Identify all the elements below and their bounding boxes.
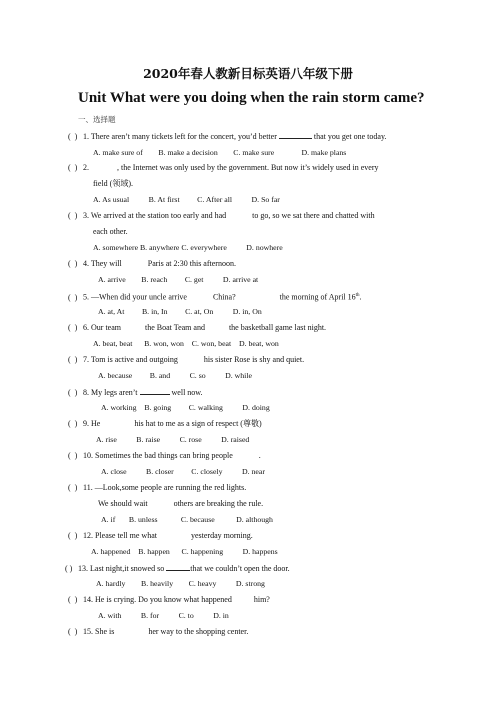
- question-13: ( ) 13. Last night,it snowed so that we couldn’t open the door.: [65, 564, 290, 573]
- question-4-options: A. arrive B. reach C. get D. arrive at: [98, 275, 259, 284]
- question-2-continued: field (领域).: [93, 179, 133, 188]
- question-text: Sometimes the bad things can bring people: [95, 451, 235, 460]
- question-number: 1: [83, 132, 87, 141]
- question-5-options: A. at, At B. in, In C. at, On D. in, On: [98, 307, 262, 316]
- question-text-after: yesterday morning.: [188, 531, 253, 540]
- question-number: 6: [83, 323, 87, 332]
- question-text: My legs aren’t: [91, 388, 140, 397]
- question-text-mid: China?: [210, 292, 238, 302]
- question-8-options: A. working B. going C. walking D. doing: [101, 403, 270, 412]
- question-text-after: his sister Rose is shy and quiet.: [201, 355, 305, 364]
- question-number: 11: [83, 483, 91, 492]
- question-9-options: A. rise B. raise C. rose D. raised: [96, 435, 250, 444]
- section-label: 一、选择题: [78, 115, 116, 124]
- question-4: ( ) 4. They will Paris at 2:30 this afternoon.: [68, 259, 236, 268]
- question-text: Please tell me what: [95, 531, 159, 540]
- question-14-options: A. with B. for C. to D. in: [98, 611, 229, 620]
- question-text: She is: [95, 627, 117, 636]
- question-11: ( ) 11. —Look,some people are running the red lights.: [68, 483, 247, 492]
- question-number: 14: [83, 595, 91, 604]
- question-text: Our team: [91, 323, 123, 332]
- question-text-after: her way to the shopping center.: [146, 627, 249, 636]
- question-5: ( ) 5. —When did your uncle arrive China? the morning of April 16th.: [68, 292, 362, 302]
- question-14: ( ) 14. He is crying. Do you know what happened him?: [68, 595, 270, 604]
- question-2: ( ) 2. , the Internet was only used by the government. But now it’s widely used in every: [68, 163, 379, 172]
- question-text-after: well now.: [169, 388, 203, 397]
- question-6: ( ) 6. Our team the Boat Team and the basketball game last night.: [68, 323, 327, 332]
- question-7-options: A. because B. and C. so D. while: [98, 371, 252, 380]
- question-number: 7: [83, 355, 87, 364]
- question-text: He: [91, 419, 103, 428]
- question-10: ( ) 10. Sometimes the bad things can bring people .: [68, 451, 261, 460]
- question-text: We should wait: [98, 499, 150, 508]
- question-text-after: others are breaking the rule.: [171, 499, 264, 508]
- question-15: ( ) 15. She is her way to the shopping center.: [68, 627, 249, 636]
- question-text-after: to go, so we sat there and chatted with: [250, 211, 375, 220]
- question-text-after: that we couldn’t open the door.: [190, 564, 290, 573]
- question-number: 2: [83, 163, 87, 172]
- question-text-after: the basketball game last night.: [226, 323, 327, 332]
- question-text-after: .: [258, 451, 261, 460]
- question-text: —When did your uncle arrive: [91, 292, 189, 302]
- question-text: —Look,some people are running the red lights.: [94, 483, 247, 492]
- question-number: 15: [83, 627, 91, 636]
- question-text: Tom is active and outgoing: [90, 355, 180, 364]
- question-text-after: Paris at 2:30 this afternoon.: [145, 259, 236, 268]
- question-text: They will: [90, 259, 124, 268]
- answer-blank: [166, 563, 190, 571]
- question-1-options: A. make sure of B. make a decision C. make sure D. make plans: [93, 148, 347, 157]
- question-number: 13: [78, 564, 86, 573]
- question-text: There aren’t many tickets left for the concert, you’d better: [90, 132, 279, 141]
- question-text-after: that you get one today.: [311, 132, 387, 141]
- question-12: ( ) 12. Please tell me what yesterday morning.: [68, 531, 253, 540]
- question-8: ( ) 8. My legs aren’t well now.: [68, 388, 203, 397]
- question-text-mid: the Boat Team and: [143, 323, 207, 332]
- question-text-after: , the Internet was only used by the government. But now it’s widely used in every: [117, 163, 379, 172]
- question-text-after: the morning of April 16: [277, 292, 356, 302]
- question-7: ( ) 7. Tom is active and outgoing his sister Rose is shy and quiet.: [68, 355, 305, 364]
- question-number: 8: [83, 388, 87, 397]
- question-2-options: A. As usual B. At first C. After all D. So far: [93, 195, 280, 204]
- question-text: We arrived at the station too early and had: [90, 211, 229, 220]
- question-number: 9: [83, 419, 87, 428]
- answer-blank: [140, 387, 170, 395]
- question-text: He is crying. Do you know what happened: [95, 595, 234, 604]
- question-9: ( ) 9. He his hat to me as a sign of respect (尊敬): [68, 419, 262, 428]
- question-number: 5: [83, 292, 87, 302]
- question-3: ( ) 3. We arrived at the station too early and had to go, so we sat there and chatted with: [68, 211, 375, 220]
- question-3-options: A. somewhere B. anywhere C. everywhere D. nowhere: [93, 243, 283, 252]
- question-text-tail: .: [359, 292, 362, 302]
- question-number: 10: [83, 451, 91, 460]
- question-3-continued: each other.: [93, 227, 128, 236]
- question-6-options: A. beat, beat B. won, won C. won, beat D. beat, won: [93, 339, 279, 348]
- question-12-options: A. happened B. happen C. happening D. happens: [91, 547, 278, 556]
- question-11-continued: [98, 499, 263, 509]
- question-text: Last night,it snowed so: [90, 564, 167, 573]
- question-1: ( ) 1. There aren’t many tickets left for the concert, you’d better that you get one today.: [68, 132, 387, 141]
- question-13-options: A. hardly B. heavily C. heavy D. strong: [96, 579, 265, 588]
- question-text-after: his hat to me as a sign of respect (尊敬): [132, 419, 262, 428]
- question-number: 4: [83, 259, 87, 268]
- document-title: 2020年春人教新目标英语八年级下册: [143, 66, 353, 81]
- question-number: 12: [83, 531, 91, 540]
- answer-blank: [279, 131, 312, 139]
- question-11-options: A. if B. unless C. because D. although: [101, 515, 273, 524]
- question-10-options: A. close B. closer C. closely D. near: [101, 467, 265, 476]
- unit-title: Unit What were you doing when the rain storm came?: [78, 90, 425, 106]
- ordinal-suffix: th: [355, 293, 360, 298]
- question-number: 3: [83, 211, 87, 220]
- question-text-after: him?: [251, 595, 270, 604]
